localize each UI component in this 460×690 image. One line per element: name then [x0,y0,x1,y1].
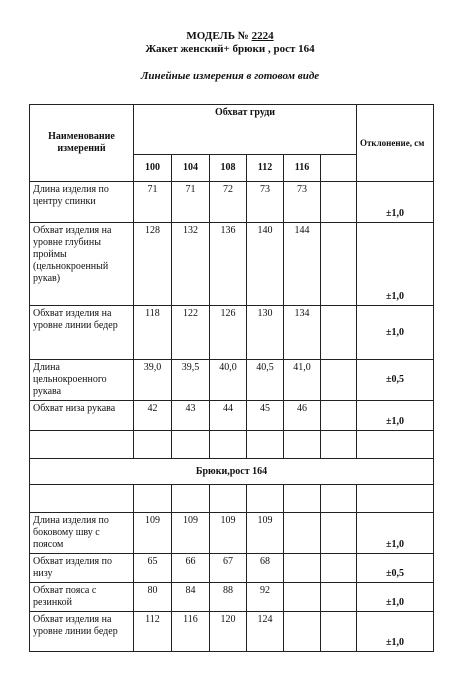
measurement-value: 132 [172,223,210,306]
table-row [30,360,434,401]
measurement-name: Длина изделия по центру спинки [30,182,134,223]
measurement-value: 68 [247,554,284,583]
size-cell: 104 [172,155,210,182]
table-row [30,223,434,306]
measurement-name: Длина цельнокроенного рукава [30,360,134,401]
model-number: 2224 [251,30,274,42]
empty-cell [210,485,247,513]
table-row [30,513,434,554]
empty-cell [172,431,210,459]
measurement-value: 136 [210,223,247,306]
empty-cell [247,485,284,513]
measurement-value: 71 [134,182,172,223]
empty-cell [321,360,357,401]
measurement-value: 144 [284,223,321,306]
measurement-value: 109 [172,513,210,554]
measurement-value: 71 [172,182,210,223]
measurement-value: 72 [210,182,247,223]
empty-cell [357,431,434,459]
measurement-value: 66 [172,554,210,583]
deviation-value: ±1,0 [357,513,434,554]
empty-cell [321,431,357,459]
measurement-name: Длина изделия по боковому шву с поясом [30,513,134,554]
empty-cell [321,554,357,583]
measurement-value: 80 [134,583,172,612]
empty-cell [134,485,172,513]
table-caption: Линейные измерения в готовом виде [140,70,320,82]
measurement-value: 109 [210,513,247,554]
measurement-value [284,612,321,652]
measurement-value: 122 [172,306,210,360]
empty-cell [284,431,321,459]
deviation-value: ±1,0 [357,401,434,431]
measurement-value: 109 [134,513,172,554]
measurement-value: 41,0 [284,360,321,401]
table-row [30,554,434,583]
empty-cell [30,431,134,459]
measurement-value: 73 [247,182,284,223]
measurement-name: Обхват изделия на уровне глубины проймы (цельнокроенный рукав) [30,223,134,306]
measurement-value: 39,5 [172,360,210,401]
deviation-value: ±0,5 [357,554,434,583]
measurement-value: 109 [247,513,284,554]
measurement-value: 44 [210,401,247,431]
measurement-value: 39,0 [134,360,172,401]
measurement-value: 42 [134,401,172,431]
empty-cell [321,401,357,431]
size-cell: 100 [134,155,172,182]
measurement-value: 40,5 [247,360,284,401]
measurement-value: 112 [134,612,172,652]
deviation-value: ±0,5 [357,360,434,401]
blank-row [30,431,434,459]
measurement-value: 73 [284,182,321,223]
model-subtitle: Жакет женский+ брюки , рост 164 [145,43,315,55]
table-row [30,401,434,431]
deviation-value: ±1,0 [357,223,434,306]
deviation-value: ±1,0 [357,612,434,652]
empty-cell [210,431,247,459]
table-row [30,583,434,612]
empty-cell [321,485,357,513]
measurement-value [284,583,321,612]
measurement-value: 40,0 [210,360,247,401]
measurement-name: Обхват низа рукава [30,401,134,431]
empty-cell [321,583,357,612]
section-row [30,459,434,485]
measurement-value: 45 [247,401,284,431]
table-row [30,182,434,223]
deviation-header: Отклонение, см [357,105,434,182]
size-cell: 112 [247,155,284,182]
model-title [0,30,460,42]
section-title: Брюки,рост 164 [30,459,434,485]
measurement-value: 88 [210,583,247,612]
measurement-name: Обхват изделия на уровне линии бедер [30,612,134,652]
model-label: МОДЕЛЬ № [186,30,249,42]
deviation-value: ±1,0 [357,182,434,223]
empty-cell [321,155,357,182]
measurement-value [284,513,321,554]
size-cell: 116 [284,155,321,182]
empty-cell [172,485,210,513]
measurement-value: 84 [172,583,210,612]
measurement-name: Обхват пояса с резинкой [30,583,134,612]
measurement-value [284,554,321,583]
measurement-value: 134 [284,306,321,360]
empty-cell [357,485,434,513]
table-row [30,612,434,652]
header-row [30,105,434,155]
measurement-value: 140 [247,223,284,306]
empty-cell [321,612,357,652]
table-row [30,306,434,360]
measurements-table [29,104,434,652]
measurement-value: 67 [210,554,247,583]
measurement-value: 130 [247,306,284,360]
name-column-header: Наименование измерений [30,105,134,182]
empty-cell [284,485,321,513]
empty-cell [247,431,284,459]
empty-cell [30,485,134,513]
measurement-value: 43 [172,401,210,431]
empty-cell [321,223,357,306]
blank-row [30,485,434,513]
measurement-value: 116 [172,612,210,652]
empty-cell [134,431,172,459]
empty-cell [321,182,357,223]
measurement-value: 65 [134,554,172,583]
measurement-value: 120 [210,612,247,652]
measurement-value: 92 [247,583,284,612]
deviation-value: ±1,0 [357,583,434,612]
measurement-value: 46 [284,401,321,431]
measurement-name: Обхват изделия на уровне линии бедер [30,306,134,360]
girth-header: Обхват груди [134,105,357,155]
deviation-value: ±1,0 [357,306,434,360]
size-cell: 108 [210,155,247,182]
measurement-name: Обхват изделия по низу [30,554,134,583]
measurement-value: 118 [134,306,172,360]
empty-cell [321,513,357,554]
measurement-value: 126 [210,306,247,360]
measurement-value: 124 [247,612,284,652]
empty-cell [321,306,357,360]
measurement-value: 128 [134,223,172,306]
